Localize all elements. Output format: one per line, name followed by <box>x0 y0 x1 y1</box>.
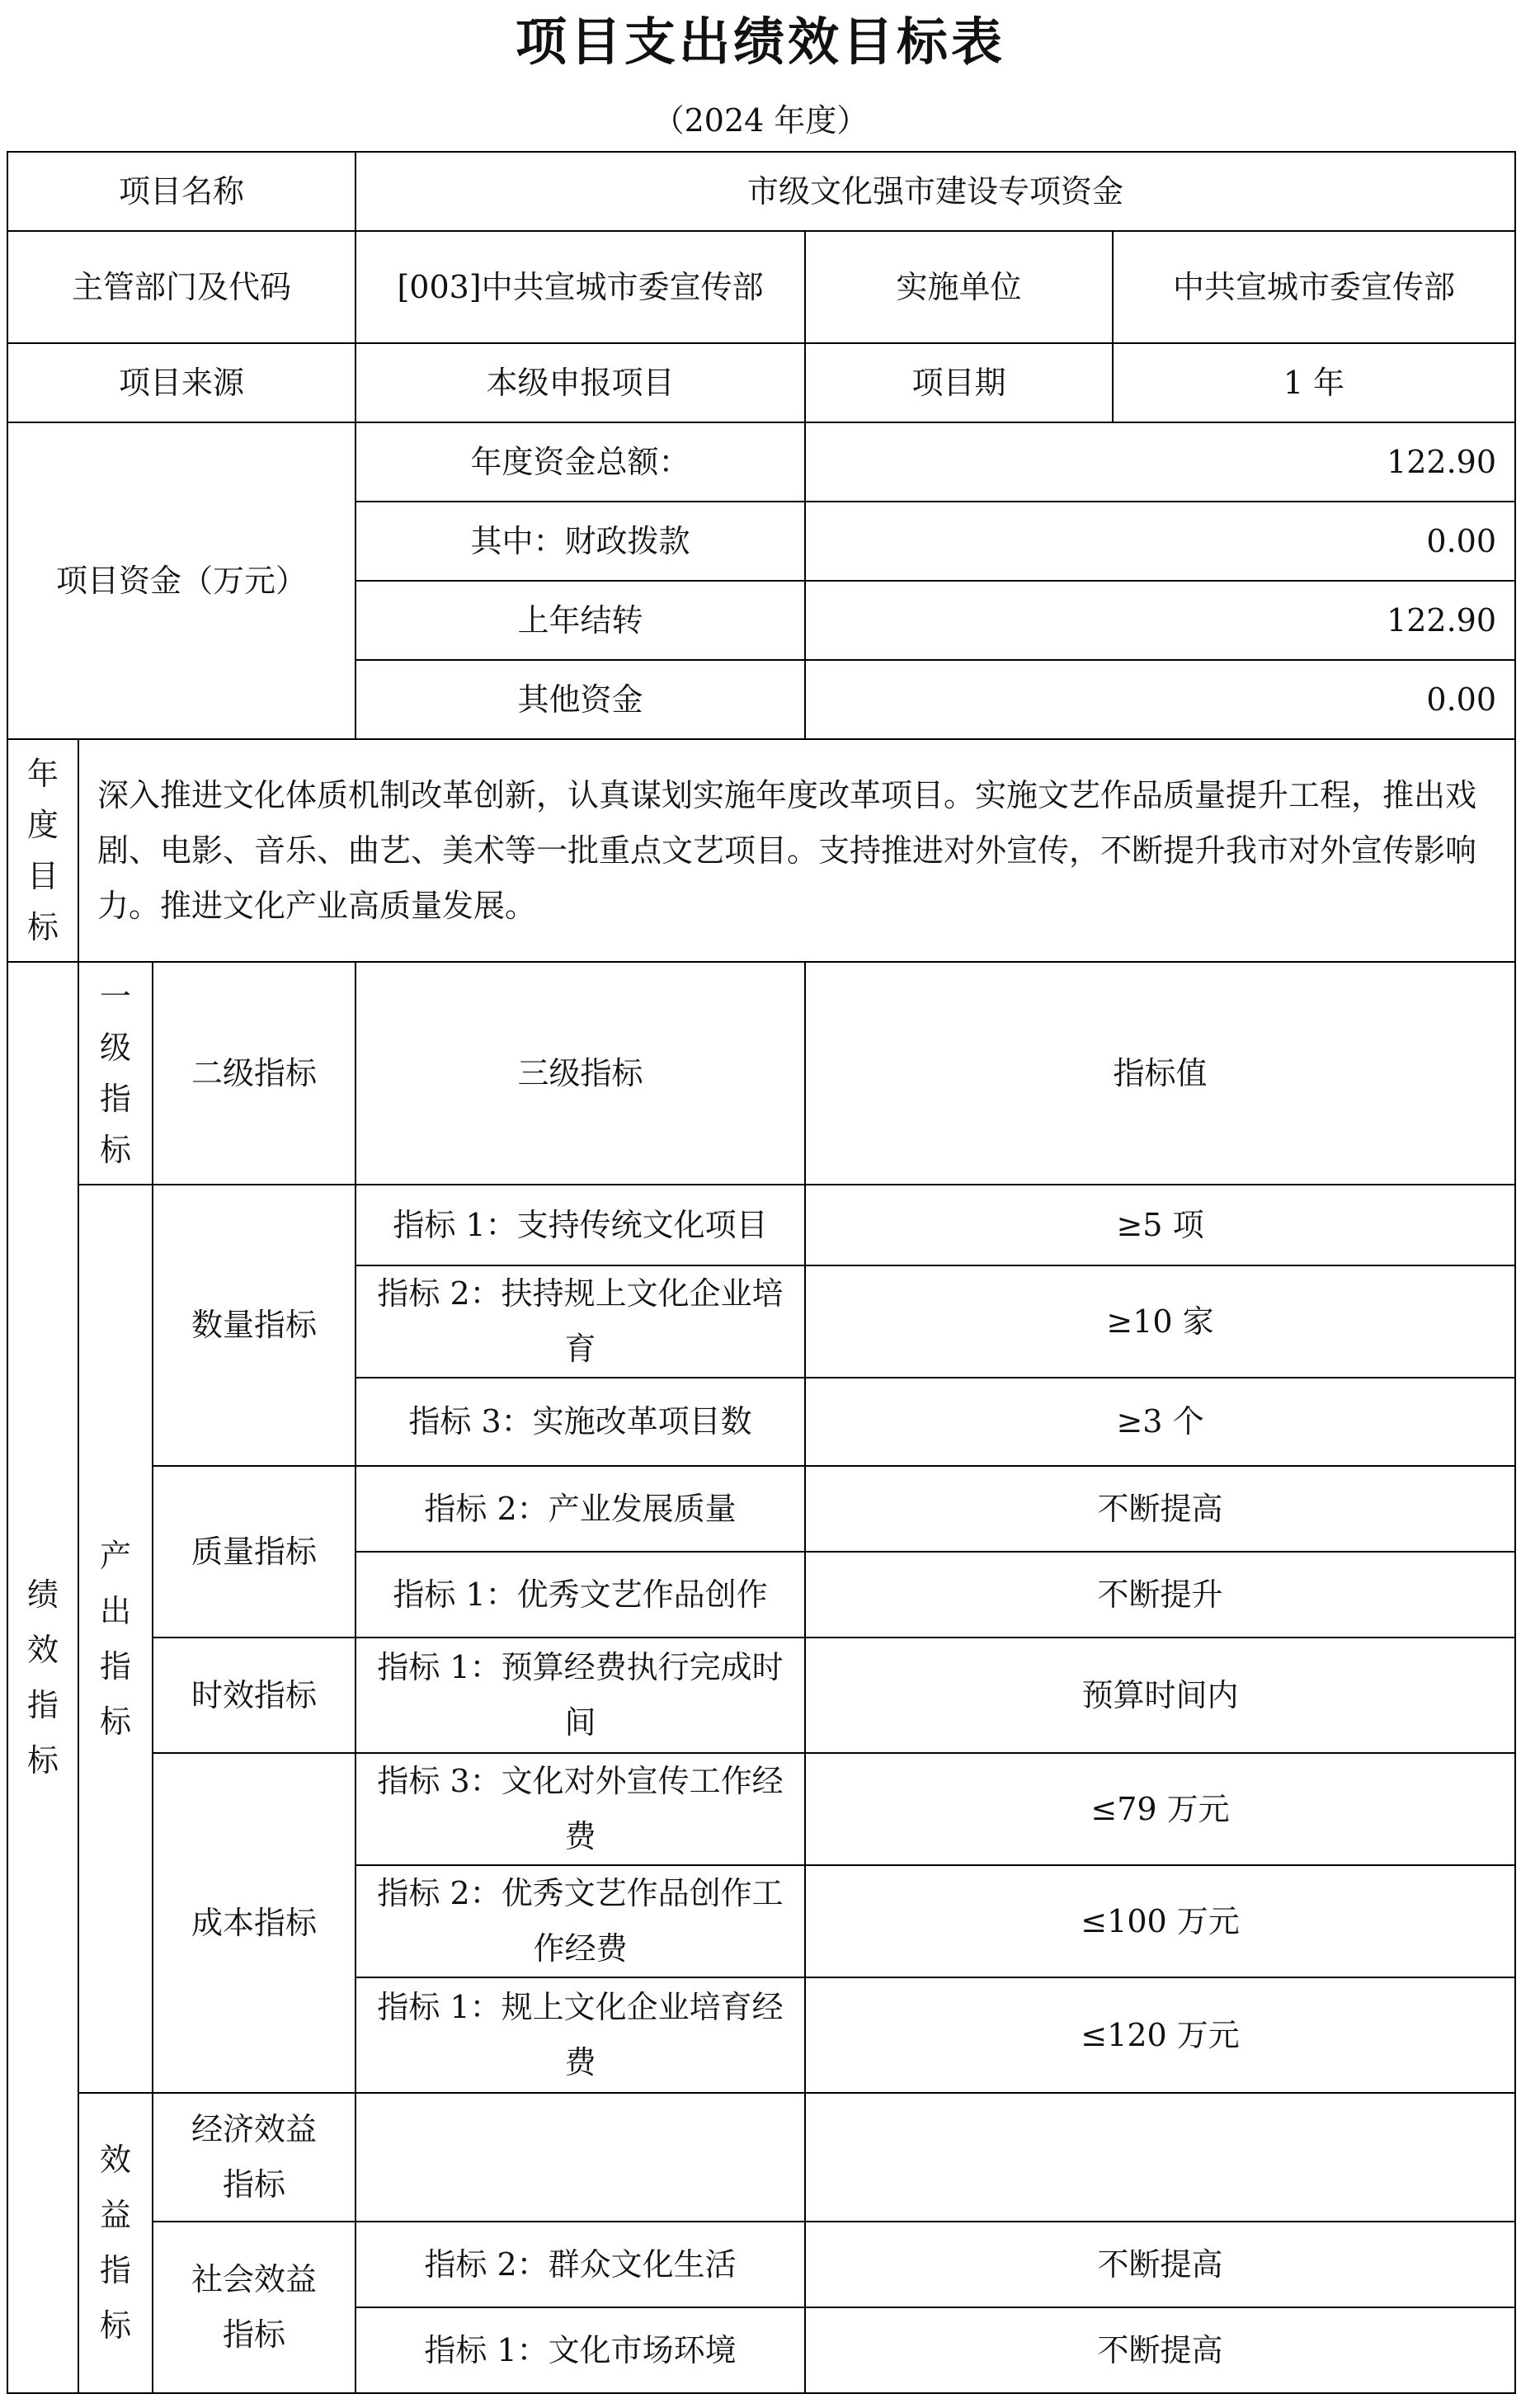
indicator-value: 不断提高 <box>805 1466 1515 1552</box>
fund-label-other: 其他资金 <box>356 660 805 739</box>
period-value: 1 年 <box>1113 343 1515 422</box>
label-quantity: 数量指标 <box>153 1185 356 1466</box>
label-period: 项目期 <box>805 343 1113 422</box>
fund-label-total: 年度资金总额： <box>356 422 805 502</box>
indicator-value-empty <box>805 2093 1515 2222</box>
indicator-name: 指标 1：预算经费执行完成时间 <box>356 1638 805 1753</box>
label-performance: 绩效指标 <box>7 962 78 2393</box>
performance-target-table <box>7 151 1516 2394</box>
header-value: 指标值 <box>805 962 1515 1185</box>
label-output: 产出指标 <box>78 1185 153 2093</box>
label-timeliness: 时效指标 <box>153 1638 356 1753</box>
indicator-name: 指标 1：支持传统文化项目 <box>356 1185 805 1265</box>
indicator-value: ≥3 个 <box>805 1378 1515 1466</box>
impl-unit-value: 中共宣城市委宣传部 <box>1113 231 1515 343</box>
label-project-name: 项目名称 <box>7 152 356 231</box>
header-level1: 一级指标 <box>78 962 153 1185</box>
indicator-value: 预算时间内 <box>805 1638 1515 1753</box>
indicator-name: 指标 1：优秀文艺作品创作 <box>356 1552 805 1638</box>
fund-value-carryover: 122.90 <box>805 581 1515 660</box>
label-cost: 成本指标 <box>153 1753 356 2093</box>
fund-value-total: 122.90 <box>805 422 1515 502</box>
fund-label-fiscal: 其中：财政拨款 <box>356 502 805 581</box>
indicator-name: 指标 1：文化市场环境 <box>356 2307 805 2393</box>
indicator-name: 指标 3：文化对外宣传工作经费 <box>356 1753 805 1865</box>
indicator-value: 不断提升 <box>805 1552 1515 1638</box>
indicator-value: ≥10 家 <box>805 1265 1515 1378</box>
indicator-value: ≥5 项 <box>805 1185 1515 1265</box>
indicator-name: 指标 2：产业发展质量 <box>356 1466 805 1552</box>
header-level3: 三级指标 <box>356 962 805 1185</box>
label-economic: 经济效益指标 <box>153 2093 356 2222</box>
indicator-name: 指标 1：规上文化企业培育经费 <box>356 1977 805 2093</box>
header-level2: 二级指标 <box>153 962 356 1185</box>
indicator-name: 指标 3：实施改革项目数 <box>356 1378 805 1466</box>
indicator-value: ≤100 万元 <box>805 1865 1515 1977</box>
dept-code-value: [003]中共宣城市委宣传部 <box>356 231 805 343</box>
label-annual-goal: 年度目标 <box>7 739 78 962</box>
year-label: （2024 年度） <box>652 102 869 139</box>
fund-label-carryover: 上年结转 <box>356 581 805 660</box>
indicator-value: 不断提高 <box>805 2307 1515 2393</box>
annual-goal-text: 深入推进文化体质机制改革创新，认真谋划实施年度改革项目。实施文艺作品质量提升工程，推出戏剧、电影、音乐、曲艺、美术等一批重点文艺项目。支持推进对外宣传，不断提升我市对外宣传影响力。推进文化产业高质量发展。 <box>78 739 1515 962</box>
label-benefit: 效益指标 <box>78 2093 153 2393</box>
fund-value-other: 0.00 <box>805 660 1515 739</box>
indicator-value: ≤79 万元 <box>805 1753 1515 1865</box>
label-impl-unit: 实施单位 <box>805 231 1113 343</box>
label-source: 项目来源 <box>7 343 356 422</box>
label-funds: 项目资金（万元） <box>7 422 356 739</box>
page-title: 项目支出绩效目标表 <box>515 12 1005 72</box>
label-quality: 质量指标 <box>153 1466 356 1638</box>
indicator-name-empty <box>356 2093 805 2222</box>
fund-value-fiscal: 0.00 <box>805 502 1515 581</box>
indicator-value: 不断提高 <box>805 2222 1515 2307</box>
label-social: 社会效益指标 <box>153 2222 356 2393</box>
source-value: 本级申报项目 <box>356 343 805 422</box>
label-dept: 主管部门及代码 <box>7 231 356 343</box>
indicator-name: 指标 2：优秀文艺作品创作工作经费 <box>356 1865 805 1977</box>
indicator-value: ≤120 万元 <box>805 1977 1515 2093</box>
indicator-name: 指标 2：扶持规上文化企业培育 <box>356 1265 805 1378</box>
project-name-value: 市级文化强市建设专项资金 <box>356 152 1515 231</box>
indicator-name: 指标 2：群众文化生活 <box>356 2222 805 2307</box>
